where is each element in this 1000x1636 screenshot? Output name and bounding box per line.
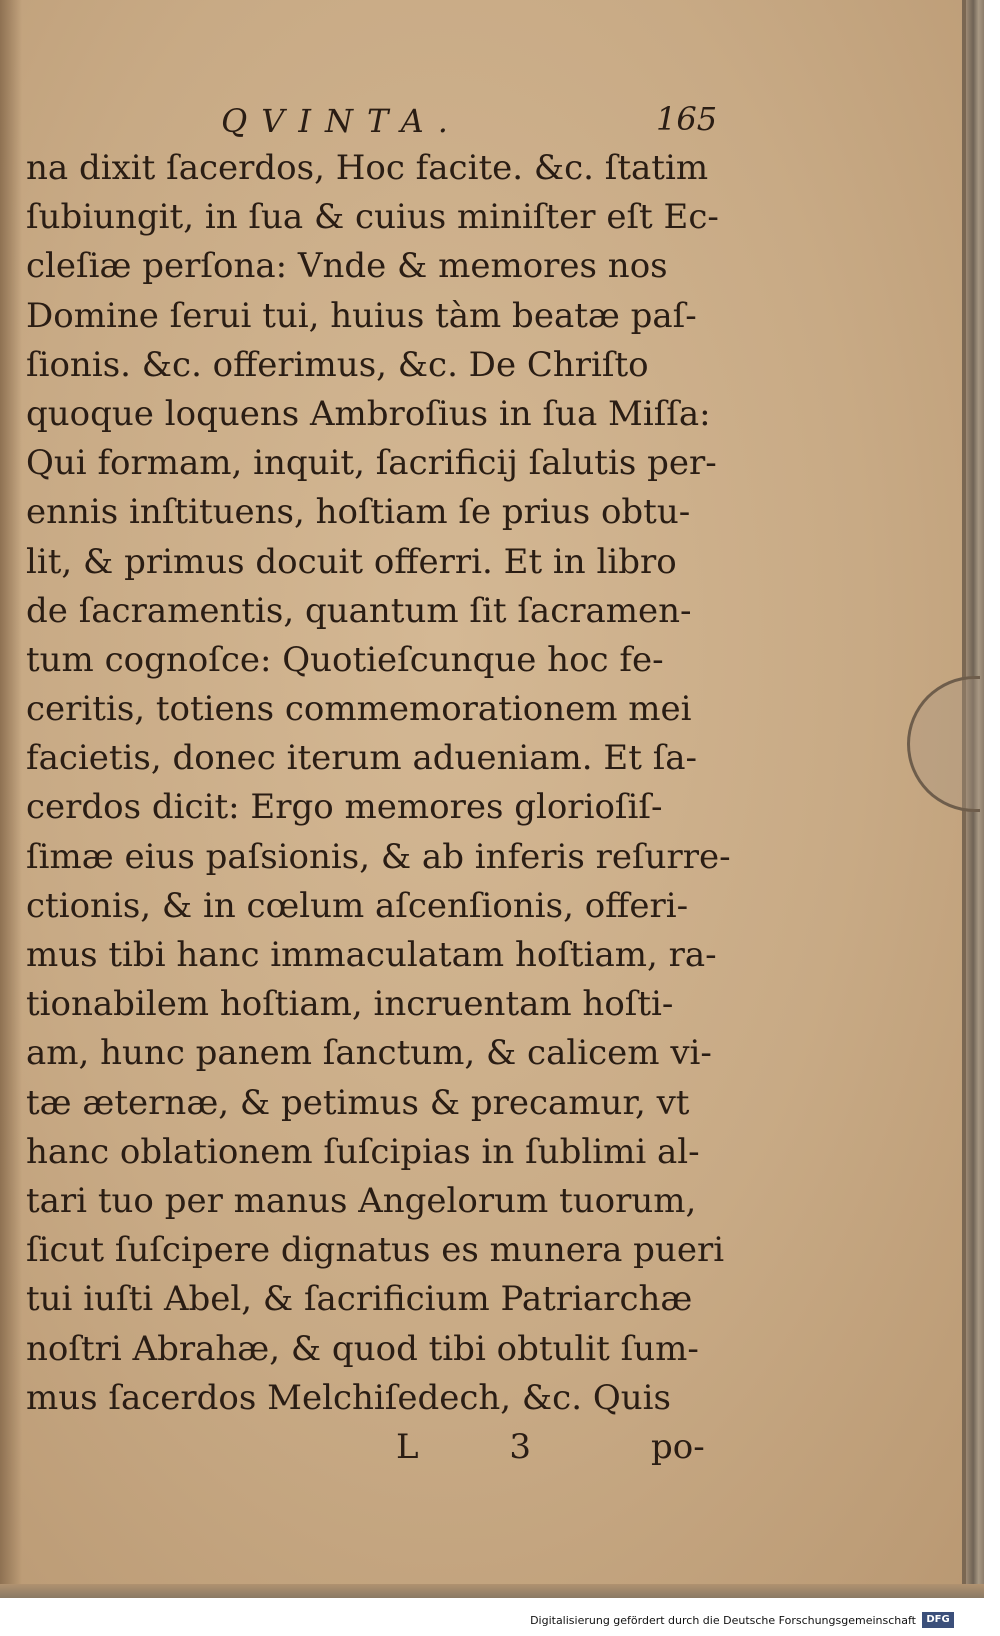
running-title: QVINTA. xyxy=(221,102,462,140)
text-line: ſicut ſuſcipere dignatus es munera pueri xyxy=(26,1230,725,1271)
text-line: de ſacramentis, quantum ſit ſacramen- xyxy=(26,590,692,631)
text-line: ſimæ eius paſsionis, & ab inferis reſurre- xyxy=(26,836,731,877)
signature-mark: L 3 xyxy=(396,1426,572,1467)
text-line: ctionis, & in cœlum aſcenſionis, offeri- xyxy=(26,885,689,926)
text-line: tæ æternæ, & petimus & precamur, vt xyxy=(26,1082,690,1123)
text-line: hanc oblationem ſuſcipias in ſublimi al- xyxy=(26,1131,700,1172)
text-line: Qui formam, inquit, ſacrificij ſalutis per- xyxy=(26,443,717,484)
catchword: po- xyxy=(651,1426,705,1467)
digitization-footer xyxy=(0,1604,1000,1636)
text-line: facietis, donec iterum adueniam. Et ſa- xyxy=(26,738,698,779)
body-text xyxy=(26,144,731,1423)
text-line: mus ſacerdos Melchiſedech, &c. Quis xyxy=(26,1377,671,1418)
funding-credit: Digitalisierung gefördert durch die Deutsche Forschungsgemeinschaft xyxy=(530,1614,916,1627)
dfg-logo-icon: DFG xyxy=(922,1612,954,1628)
text-line: ennis inſtituens, hoſtiam ſe prius obtu- xyxy=(26,492,691,533)
text-line: am, hunc panem ſanctum, & calicem vi- xyxy=(26,1033,712,1074)
text-line: cerdos dicit: Ergo memores glorioſiſ- xyxy=(26,787,663,828)
text-block xyxy=(26,100,731,1473)
gutter-shadow xyxy=(0,0,22,1598)
page-number: 165 xyxy=(656,100,718,138)
text-line: ſionis. &c. offerimus, &c. De Chriſto xyxy=(26,344,649,385)
text-line: ceritis, totiens commemorationem mei xyxy=(26,689,692,730)
text-line: na dixit ſacerdos, Hoc facite. &c. ſtatim xyxy=(26,148,709,188)
text-line: noſtri Abrahæ, & quod tibi obtulit ſum- xyxy=(26,1328,699,1369)
text-line: tui iuſti Abel, & ſacrificium Patriarchæ xyxy=(26,1279,693,1320)
text-line: mus tibi hanc immaculatam hoſtiam, ra- xyxy=(26,935,717,975)
text-line: tum cognoſce: Quotieſcunque hoc fe- xyxy=(26,639,664,680)
bottom-edge xyxy=(0,1584,984,1598)
page-clip-marker xyxy=(907,676,980,812)
signature-row xyxy=(26,1423,726,1473)
text-line: Domine ſerui tui, huius tàm beatæ paſ- xyxy=(26,295,697,336)
text-line: tionabilem hoſtiam, incruentam hoſti- xyxy=(26,984,674,1025)
text-line: quoque loquens Ambroſius in ſua Miſſa: xyxy=(26,393,711,434)
text-line: ſubiungit, in ſua & cuius miniſter eſt Ec- xyxy=(26,197,719,238)
text-line: cleſiæ perſona: Vnde & memores nos xyxy=(26,246,668,287)
text-line: tari tuo per manus Angelorum tuorum, xyxy=(26,1180,697,1221)
running-head xyxy=(26,100,726,144)
text-line: lit, & primus docuit offerri. Et in libro xyxy=(26,541,677,582)
